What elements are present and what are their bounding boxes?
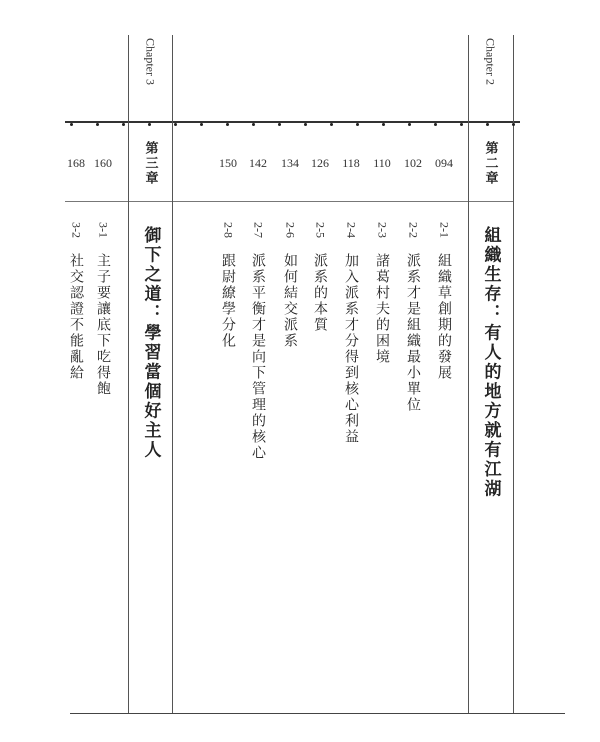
rule-dot bbox=[434, 123, 437, 126]
toc-entry-link[interactable]: 主子要讓底下吃得飽 bbox=[95, 253, 111, 397]
chapter2-right-line bbox=[513, 35, 514, 713]
toc-entry-link[interactable]: 派系的本質 bbox=[312, 253, 328, 333]
rule-dot bbox=[226, 123, 229, 126]
rule-dot bbox=[278, 123, 281, 126]
rule-dot bbox=[122, 123, 125, 126]
top-rule bbox=[65, 121, 520, 123]
section-number: 2-8 bbox=[221, 222, 236, 238]
page-number: 142 bbox=[249, 156, 267, 170]
rule-dot bbox=[330, 123, 333, 126]
rule-dot bbox=[460, 123, 463, 126]
page-number: 102 bbox=[404, 156, 422, 170]
toc-entry-link[interactable]: 諸葛村夫的困境 bbox=[374, 253, 390, 365]
chapter3-title: 御下之道：學習當個好主人 bbox=[140, 226, 161, 460]
page-number: 168 bbox=[67, 156, 85, 170]
chapter2-number: 第二章 bbox=[482, 141, 498, 186]
section-number: 3-1 bbox=[96, 222, 111, 238]
rule-dot bbox=[252, 123, 255, 126]
page-number: 110 bbox=[373, 156, 391, 170]
chapter2-left-line bbox=[468, 35, 469, 713]
chapter3-right-line bbox=[172, 35, 173, 713]
rule-dot bbox=[148, 123, 151, 126]
page-number: 160 bbox=[94, 156, 112, 170]
mid-rule bbox=[65, 201, 514, 202]
rule-dot bbox=[96, 123, 99, 126]
chapter3-left-line bbox=[128, 35, 129, 713]
bottom-rule bbox=[70, 713, 565, 714]
toc-entry-link[interactable]: 跟尉繚學分化 bbox=[220, 253, 236, 349]
section-number: 2-6 bbox=[283, 222, 298, 238]
page-number: 094 bbox=[435, 156, 453, 170]
chapter2-title: 組織生存：有人的地方就有江湖 bbox=[480, 226, 501, 499]
rule-dot bbox=[304, 123, 307, 126]
section-number: 2-1 bbox=[437, 222, 452, 238]
toc-entry-link[interactable]: 加入派系才分得到核心利益 bbox=[343, 253, 359, 445]
section-number: 2-7 bbox=[251, 222, 266, 238]
rule-dot bbox=[174, 123, 177, 126]
section-number: 3-2 bbox=[69, 222, 84, 238]
toc-entry-link[interactable]: 社交認證不能亂給 bbox=[68, 253, 84, 381]
section-number: 2-5 bbox=[313, 222, 328, 238]
chapter3-number: 第三章 bbox=[142, 141, 158, 186]
page-number: 134 bbox=[281, 156, 299, 170]
rule-dot bbox=[486, 123, 489, 126]
toc-entry-link[interactable]: 派系平衡才是向下管理的核心 bbox=[250, 253, 266, 461]
rule-dot bbox=[382, 123, 385, 126]
section-number: 2-4 bbox=[344, 222, 359, 238]
chapter3-label: Chapter 3 bbox=[143, 38, 158, 85]
rule-dot bbox=[408, 123, 411, 126]
chapter2-label: Chapter 2 bbox=[483, 38, 498, 85]
toc-entry-link[interactable]: 組織草創期的發展 bbox=[436, 253, 452, 381]
rule-dot bbox=[200, 123, 203, 126]
toc-entry-link[interactable]: 如何結交派系 bbox=[282, 253, 298, 349]
toc-entry-link[interactable]: 派系才是組織最小單位 bbox=[405, 253, 421, 413]
page-number: 150 bbox=[219, 156, 237, 170]
rule-dot bbox=[70, 123, 73, 126]
section-number: 2-3 bbox=[375, 222, 390, 238]
rule-dot bbox=[356, 123, 359, 126]
page-number: 118 bbox=[342, 156, 360, 170]
page-number: 126 bbox=[311, 156, 329, 170]
rule-dot bbox=[512, 123, 515, 126]
section-number: 2-2 bbox=[406, 222, 421, 238]
